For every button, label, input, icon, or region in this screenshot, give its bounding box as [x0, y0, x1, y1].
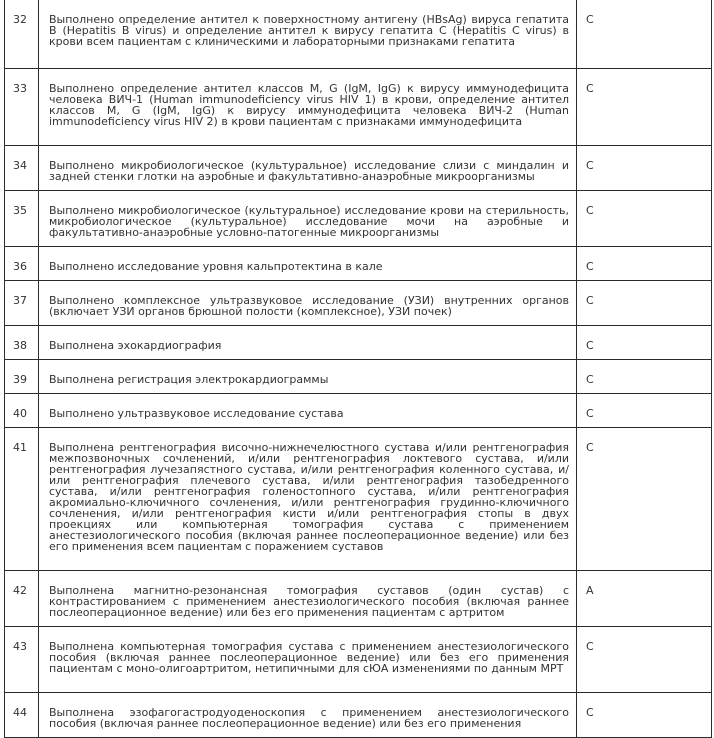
- row-number: [5, 247, 39, 281]
- criterion-text: [39, 693, 577, 738]
- evidence-grade-text: С: [586, 260, 594, 273]
- evidence-grade: [577, 281, 712, 326]
- table-row: [5, 146, 712, 191]
- evidence-grade: [577, 247, 712, 281]
- evidence-grade-text: С: [586, 159, 594, 172]
- table-row: [5, 428, 712, 571]
- evidence-grade-text: С: [586, 13, 594, 26]
- row-number-text: 33: [13, 82, 27, 95]
- evidence-grade: [577, 0, 712, 69]
- row-number: [5, 571, 39, 627]
- table-row: [5, 326, 712, 360]
- table-row: [5, 693, 712, 738]
- evidence-grade-text: С: [586, 82, 594, 95]
- row-number-text: 38: [13, 339, 27, 352]
- criterion-text-content: Выполнено определение антител к поверхностному антигену (HBsAg) вируса гепатита В (Hepatitis В virus) и определение антител к вирусу гепатита С (Hepatitis С virus) в крови всем пациентам с клиническими и лабораторными признаками гепатита: [49, 13, 569, 48]
- row-number-text: 35: [13, 204, 27, 217]
- evidence-grade-text: С: [586, 204, 594, 217]
- evidence-grade-text: С: [586, 407, 594, 420]
- evidence-grade-text: С: [586, 640, 594, 653]
- evidence-grade: [577, 428, 712, 571]
- row-number: [5, 360, 39, 394]
- row-number-text: 32: [13, 13, 27, 26]
- table-row: [5, 0, 712, 69]
- row-number-text: 41: [13, 441, 27, 454]
- table-row: [5, 247, 712, 281]
- row-number: [5, 428, 39, 571]
- criterion-text-content: Выполнено ультразвуковое исследование сустава: [49, 407, 344, 420]
- row-number: [5, 69, 39, 146]
- criterion-text-content: Выполнено определение антител классов М, G (IgM, IgG) к вирусу иммунодефицита человека ВИЧ-1 (Human immunodeficiency virus HIV 1) в крови, определение антител классов М, G (IgM, IgG) к вирусу иммунодефицита человека ВИЧ-2 (Human immunodeficiency virus HIV 2) в крови пациентам с признаками иммунодефицита: [49, 82, 569, 128]
- criterion-text: [39, 571, 577, 627]
- row-number-text: 40: [13, 407, 27, 420]
- criterion-text: [39, 281, 577, 326]
- criterion-text: [39, 191, 577, 247]
- row-number-text: 36: [13, 260, 27, 273]
- evidence-grade: [577, 69, 712, 146]
- criterion-text: [39, 627, 577, 693]
- criterion-text: [39, 394, 577, 428]
- criterion-text-content: Выполнено микробиологическое (культуральное) исследование крови на стерильность, микробиологическое (культуральное) исследование мочи на аэробные и факультативно-анаэробные условно-патогенные микроорганизмы: [49, 204, 569, 239]
- criterion-text-content: Выполнено исследование уровня кальпротектина в кале: [49, 260, 383, 273]
- row-number-text: 43: [13, 640, 27, 653]
- table-row: [5, 571, 712, 627]
- table-row: [5, 360, 712, 394]
- criterion-text: [39, 360, 577, 394]
- row-number-text: 39: [13, 373, 27, 386]
- criterion-text-content: Выполнена регистрация электрокардиограммы: [49, 373, 329, 386]
- evidence-grade: [577, 191, 712, 247]
- table-row: [5, 69, 712, 146]
- evidence-grade-text: С: [586, 373, 594, 386]
- criterion-text-content: Выполнена эхокардиография: [49, 339, 222, 352]
- criterion-text-content: Выполнена рентгенография височно-нижнечелюстного сустава и/или рентгенография межпозвоночных сочленений, и/или рентгенография локтевого сустава, и/или рентгенография лучезапястного сустава, и/или рентгенография коленного сустава, и/или рентгенография плечевого сустава, и/или рентгенография тазобедренного сустава, и/или рентгенография голеностопного сустава, и/или рентгенография акромиально-ключичного сочленения, и/или рентгенография грудинно-ключичного сочленения, и/или рентгенография кисти и/или рентгенография стопы в двух проекциях или компьютерная томография сустава с применением анестезиологического пособия (включая раннее послеоперационное ведение) или без его применения всем пациентам с поражением суставов: [49, 441, 569, 553]
- criteria-table-body: [5, 0, 712, 738]
- row-number: [5, 627, 39, 693]
- row-number: [5, 281, 39, 326]
- evidence-grade: [577, 571, 712, 627]
- evidence-grade: [577, 326, 712, 360]
- evidence-grade-text: С: [586, 706, 594, 719]
- row-number: [5, 0, 39, 69]
- row-number-text: 34: [13, 159, 27, 172]
- table-row: [5, 191, 712, 247]
- criterion-text: [39, 247, 577, 281]
- row-number: [5, 191, 39, 247]
- criterion-text: [39, 146, 577, 191]
- evidence-grade-text: С: [586, 339, 594, 352]
- row-number-text: 42: [13, 584, 27, 597]
- evidence-grade: [577, 146, 712, 191]
- criterion-text-content: Выполнена магнитно-резонансная томография суставов (один сустав) с контрастированием с применением анестезиологического пособия (включая раннее послеоперационное ведение) или без его применения пациентам с артритом: [49, 584, 569, 619]
- table-row: [5, 627, 712, 693]
- row-number-text: 44: [13, 706, 27, 719]
- criterion-text: [39, 326, 577, 360]
- criterion-text-content: Выполнена эзофагогастродуоденоскопия с применением анестезиологического пособия (включая раннее послеоперационное ведение) или без его применения: [49, 706, 569, 730]
- table-row: [5, 281, 712, 326]
- row-number: [5, 146, 39, 191]
- row-number-text: 37: [13, 294, 27, 307]
- evidence-grade: [577, 693, 712, 738]
- evidence-grade-text: С: [586, 441, 594, 454]
- evidence-grade-text: С: [586, 294, 594, 307]
- criterion-text-content: Выполнено микробиологическое (культуральное) исследование слизи с миндалин и задней стенки глотки на аэробные и факультативно-анаэробные микроорганизмы: [49, 159, 569, 183]
- evidence-grade: [577, 627, 712, 693]
- criterion-text: [39, 428, 577, 571]
- criterion-text: [39, 69, 577, 146]
- criterion-text-content: Выполнена компьютерная томография сустава с применением анестезиологического пособия (включая раннее послеоперационное ведение) или без его применения пациентам с моно-олигоартритом, нетипичными для сЮА изменениями по данным МРТ: [49, 640, 569, 675]
- criterion-text-content: Выполнено комплексное ультразвуковое исследование (УЗИ) внутренних органов (включает УЗИ органов брюшной полости (комплексное), УЗИ почек): [49, 294, 569, 318]
- criterion-text: [39, 0, 577, 69]
- evidence-grade: [577, 394, 712, 428]
- evidence-grade-text: А: [586, 584, 594, 597]
- criteria-table: [4, 0, 712, 738]
- table-row: [5, 394, 712, 428]
- row-number: [5, 394, 39, 428]
- evidence-grade: [577, 360, 712, 394]
- row-number: [5, 693, 39, 738]
- row-number: [5, 326, 39, 360]
